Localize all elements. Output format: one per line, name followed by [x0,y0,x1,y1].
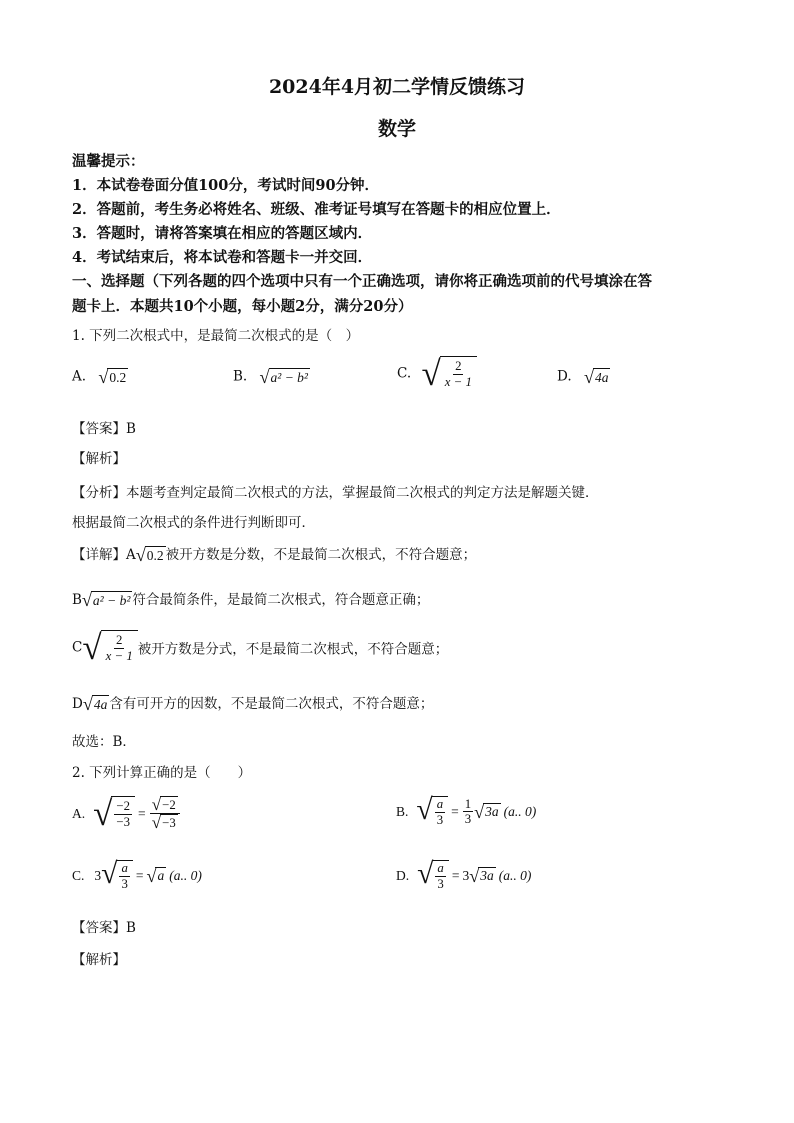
q1-analysis: 【分析】本题考查判定最简二次根式的方法，掌握最简二次根式的判定方法是解题关键． [72,485,599,501]
q1-option-b [233,368,310,386]
q2-option-c: C. 3 √ $\frac{a}{3}$ = √ a (a.. 0) [72,858,202,891]
sqrt-expression: √ 4a [583,367,609,387]
sqrt-fraction: √ $\frac{a}{3}$ [101,860,133,892]
option-label: D. [396,867,410,883]
q1-detail-b: B √ a² − b² 符合最简条件，是最简二次根式，符合题意正确； [72,590,430,611]
sqrt-expression: √ 0.2 [98,367,127,387]
subject-title: 数学 [377,118,416,140]
option-label: A. [72,368,87,385]
q2-answer: 【答案】B [72,920,136,936]
sqrt-fraction: √ $\frac{-2}{-3}$ [93,796,135,831]
sqrt-fraction: √ $\frac{2}{x - 1}$ [82,630,137,665]
q2-jiexi: 【解析】 [72,952,126,968]
sqrt-expression: √ a² − b² [259,367,308,387]
q2-option-d: D. √ $\frac{a}{3}$ = 3 √ 3a (a.. 0) [396,858,532,891]
tip-2: 2．答题前，考生务必将姓名、班级、准考证号填写在答题卡的相应位置上． [72,201,561,218]
q2-option-a: A. √ $\frac{-2}{-3}$ = √ −2 √ −3 [72,796,181,832]
section-heading-line2: 题卡上．本题共10个小题，每小题2分，满分20分） [72,298,413,315]
sqrt-expression: √ a² − b² [81,590,131,611]
q1-detail-c: C √ $\frac{2}{x - 1}$ 被开方数是分式，不是最简二次根式，不符合题意； [72,628,449,667]
q1-conclusion: 故选：B． [72,734,136,750]
q1-detail-a: 【详解】A √ 0.2 被开方数是分数，不是最简二次根式，不符合题意； [72,545,477,566]
q1-jiexi: 【解析】 [72,451,126,467]
q2-option-b: B. √ $\frac{a}{3}$ = $\frac{1}{3}$ √ 3a (a.. 0) [396,794,537,827]
tips-heading: 温馨提示： [72,153,145,170]
tip-3: 3．答题时，请将答案填在相应的答题区域内． [72,225,373,242]
option-label: A. [72,805,86,821]
q1-answer: 【答案】B [72,421,136,437]
option-label: C. [397,365,412,382]
option-label: B. [233,368,248,385]
sqrt-expression: √ 4a [82,694,108,715]
question-2-stem: 2. 下列计算正确的是（ ） [72,765,252,781]
question-1-stem: 1. 下列二次根式中，是最简二次根式的是（ ） [72,328,360,344]
sqrt-expression: √ 0.2 [135,545,164,566]
option-label: D. [557,368,572,385]
q1-analysis-2: 根据最简二次根式的条件进行判断即可． [72,515,315,531]
tip-4: 4．考试结束后，将本试卷和答题卡一并交回． [72,249,373,266]
q1-option-c [397,356,477,391]
q1-detail-d: D √ 4a 含有可开方的因数，不是最简二次根式，不符合题意； [72,694,434,715]
sqrt-fraction: √ $\frac{2}{x - 1}$ [421,356,476,391]
document-title: 2024年4月初二学情反馈练习 [268,76,526,98]
option-label: C. [72,867,85,883]
sqrt-fraction: √ $\frac{a}{3}$ [416,796,448,828]
tip-1: 1．本试卷卷面分值100分，考试时间90分钟． [72,177,380,194]
section-heading-line1: 一、选择题（下列各题的四个选项中只有一个正确选项，请你将正确选项前的代号填涂在答 [72,273,652,290]
q1-option-a [72,368,128,386]
sqrt-fraction: √ $\frac{a}{3}$ [417,860,449,892]
option-label: B. [396,803,409,819]
q1-option-d [557,368,610,386]
